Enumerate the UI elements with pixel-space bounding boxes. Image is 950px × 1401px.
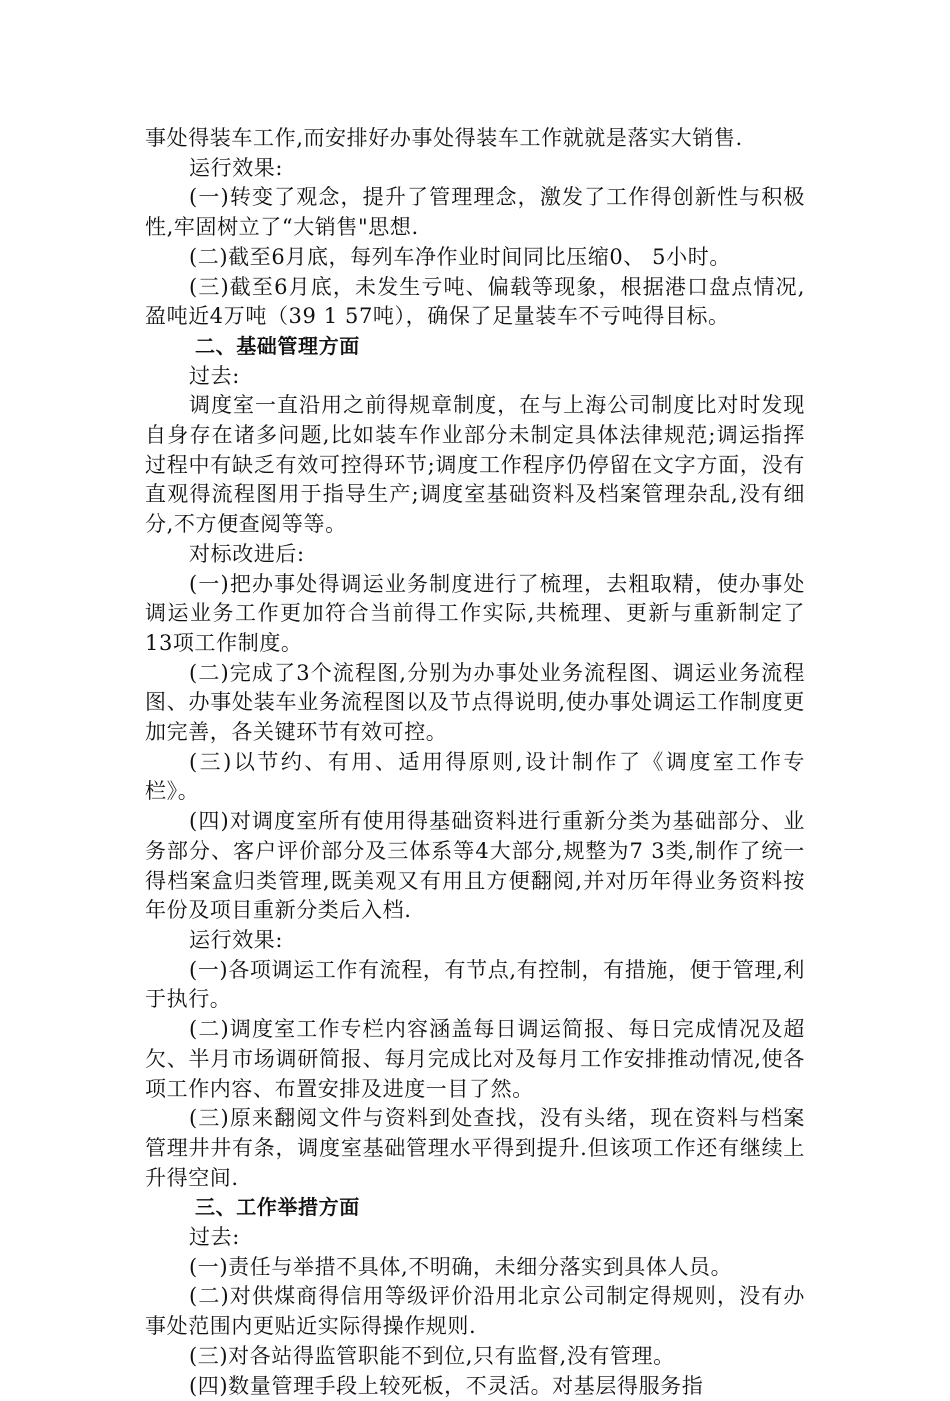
label-past: 过去:: [189, 363, 240, 388]
paragraph-result-3: (三)原来翻阅文件与资料到处查找，没有头绪，现在资料与档案管理井井有条，调度室基础管理水平得到提升.但该项工作还有继续上升得空间.: [145, 1106, 805, 1190]
label-past-2: 过去:: [189, 1225, 240, 1250]
paragraph-effect-2: (二)截至6月底，每列车净作业时间同比压缩0、 5小时。: [189, 244, 731, 269]
paragraph-past-4: (四)数量管理手段上较死板，不灵活。对基层得服务指: [189, 1373, 704, 1398]
section-heading-work-measures: 三、工作举措方面: [195, 1195, 360, 1220]
paragraph-continuation: 事处得装车工作,而安排好办事处得装车工作就就是落实大销售.: [145, 126, 743, 150]
label-operation-effect-2: 运行效果:: [189, 927, 284, 952]
paragraph-effect-1: (一)转变了观念，提升了管理理念，激发了工作得创新性与积极性,牢固树立了“大销售"思想.: [145, 185, 805, 240]
paragraph-improvement-4: (四)对调度室所有使用得基础资料进行重新分类为基础部分、业务部分、客户评价部分及三体系等4大部分,规整为7 3类,制作了统一得档案盒归类管理,既美观又有用且方便翻阅,并对历年得业务资料按年份及项目重新分类后入档.: [145, 809, 805, 923]
paragraph-past-3: (三)对各站得监管职能不到位,只有监督,没有管理。: [189, 1343, 675, 1368]
paragraph-result-2: (二)调度室工作专栏内容涵盖每日调运简报、每日完成情况及超欠、半月市场调研简报、每月完成比对及每月工作安排推动情况,使各项工作内容、布置安排及进度一目了然。: [145, 1017, 805, 1101]
section-heading-basic-management: 二、基础管理方面: [195, 333, 360, 358]
paragraph-improvement-2: (二)完成了3个流程图,分别为办事处业务流程图、调运业务流程图、办事处装车业务流程图以及节点得说明,使办事处调运工作制度更加完善，各关键环节有效可控。: [145, 660, 805, 745]
paragraph-improvement-3: (三)以节约、有用、适用得原则,设计制作了《调度室工作专栏》。: [145, 749, 805, 804]
label-after-improvement: 对标改进后:: [189, 541, 305, 566]
label-operation-effect: 运行效果:: [189, 155, 284, 180]
paragraph-past-2: (二)对供煤商得信用等级评价沿用北京公司制定得规则，没有办事处范围内更贴近实际得操作规则.: [145, 1284, 805, 1339]
paragraph-improvement-1: (一)把办事处得调运业务制度进行了梳理，去粗取精，使办事处调运业务工作更加符合当前得工作实际,共梳理、更新与重新制定了13项工作制度。: [145, 571, 805, 655]
paragraph-result-1: (一)各项调运工作有流程，有节点,有控制，有措施，便于管理,利于执行。: [145, 957, 805, 1012]
document-body: [145, 124, 805, 1401]
paragraph-effect-3: (三)截至6月底，未发生亏吨、偏载等现象，根据港口盘点情况,盈吨近4万吨（39 1 57吨），确保了足量装车不亏吨得目标。: [145, 274, 805, 329]
paragraph-past-description: 调度室一直沿用之前得规章制度，在与上海公司制度比对时发现自身存在诸多问题,比如装车作业部分未制定具体法律规范;调运指挥过程中有缺乏有效可控得环节;调度工作程序仍停留在文字方面，没有直观得流程图用于指导生产;调度室基础资料及档案管理杂乱,没有细分,不方便查阅等等。: [145, 393, 805, 537]
paragraph-past-1: (一)责任与举措不具体,不明确，未细分落实到具体人员。: [189, 1254, 733, 1279]
